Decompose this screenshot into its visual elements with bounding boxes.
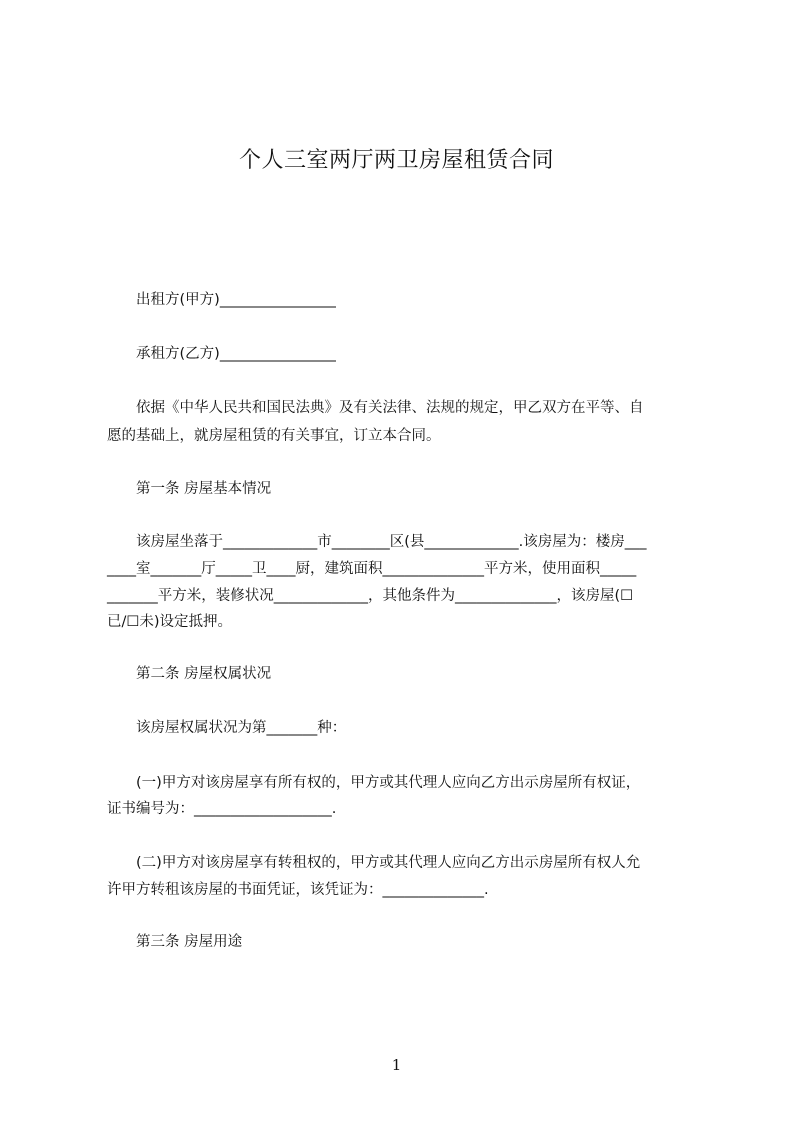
article2-heading: 第二条 房屋权属状况 [136, 666, 272, 682]
article3-heading: 第三条 房屋用途 [136, 934, 243, 950]
article1-heading: 第一条 房屋基本情况 [136, 481, 272, 497]
article1-line-4: 已/☐未)设定抵押。 [107, 614, 233, 630]
intro-line-1: 依据《中华人民共和国民法典》及有关法律、法规的规定，甲乙双方在平等、自 [136, 400, 644, 416]
page-number: 1 [391, 1056, 402, 1074]
article1-line-3: _______平方米，装修状况_____________，其他条件为______________，该房屋(☐ [107, 588, 634, 604]
clause2-line-1: (二)甲方对该房屋享有转租权的，甲方或其代理人应向乙方出示房屋所有权人允 [136, 855, 641, 871]
clause1-line-1: (一)甲方对该房屋享有所有权的，甲方或其代理人应向乙方出示房屋所有权证， [136, 775, 641, 791]
article2-line-1: 该房屋权属状况为第_______种： [136, 720, 347, 736]
document-title: 个人三室两厅两卫房屋租赁合同 [238, 148, 554, 173]
article1-line-2: ____室_______厅_____卫____厨，建筑面积______________平方米，使用面积_____ [107, 561, 637, 577]
article1-line-1: 该房屋坐落于_____________市________区(县_____________.该房屋为：楼房___ [136, 534, 647, 550]
lessor-line: 出租方(甲方)________________ [136, 292, 336, 308]
lessee-line: 承租方(乙方)________________ [136, 346, 336, 362]
clause1-line-2: 证书编号为：___________________. [107, 801, 337, 817]
clause2-line-2: 许甲方转租该房屋的书面凭证，该凭证为：______________. [107, 882, 489, 898]
intro-line-2: 愿的基础上，就房屋租赁的有关事宜，订立本合同。 [107, 428, 441, 444]
